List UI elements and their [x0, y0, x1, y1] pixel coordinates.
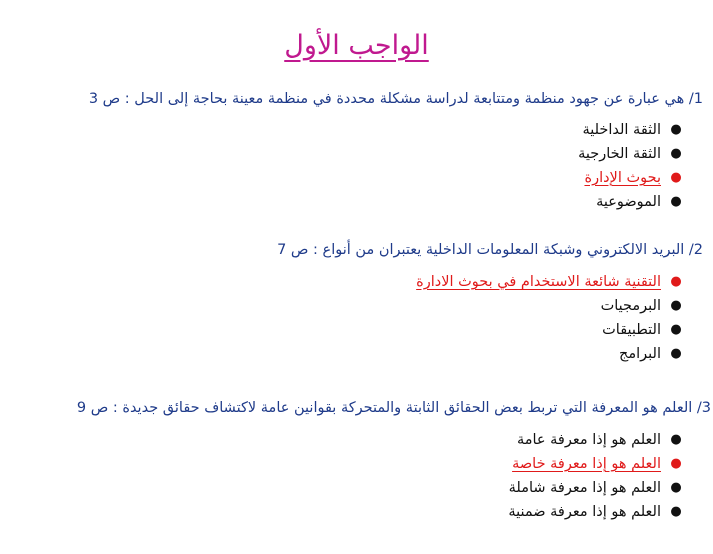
option-item-correct [0, 166, 713, 190]
bullet-dot-icon: ● [670, 122, 682, 137]
option-label: البرمجيات [600, 298, 661, 314]
bullet-dot-icon: ● [670, 170, 682, 185]
question-3-options [0, 428, 713, 524]
option-item [0, 428, 713, 452]
bullet-dot-icon: ● [670, 432, 682, 447]
option-item-correct [0, 452, 713, 476]
option-label: العلم هو إذا معرفة شاملة [508, 480, 661, 496]
option-label: العلم هو إذا معرفة خاصة [512, 456, 661, 472]
question-2-options [0, 270, 713, 366]
bullet-dot-icon: ● [670, 346, 682, 361]
option-label: الثقة الداخلية [582, 122, 661, 138]
option-label: الثقة الخارجية [578, 146, 661, 162]
option-label: بحوث الإدارة [584, 170, 661, 186]
option-item [0, 318, 713, 342]
bullet-dot-icon: ● [670, 480, 682, 495]
option-label: التطبيقات [602, 322, 661, 338]
option-label: الموضوعية [596, 194, 661, 210]
option-label: العلم هو إذا معرفة عامة [516, 432, 661, 448]
page-title: الواجب الأول [284, 30, 429, 61]
question-2-text: 2/ البريد الالكتروني وشبكة المعلومات الداخلية يعتبران من أنواع : ص 7 [277, 242, 703, 258]
question-1-options [0, 118, 713, 214]
option-item [0, 500, 713, 524]
bullet-dot-icon: ● [670, 194, 682, 209]
option-label: العلم هو إذا معرفة ضمنية [508, 504, 661, 520]
bullet-dot-icon: ● [670, 504, 682, 519]
option-label: التقنية شائعة الاستخدام في بحوث الادارة [416, 274, 661, 290]
option-item [0, 190, 713, 214]
bullet-dot-icon: ● [670, 456, 682, 471]
bullet-dot-icon: ● [670, 322, 682, 337]
option-item-correct [0, 270, 713, 294]
question-1-text: 1/ هي عبارة عن جهود منظمة ومتتابعة لدراسة مشكلة محددة في منظمة معينة بحاجة إلى الحل : ص 3 [88, 91, 703, 107]
option-item [0, 142, 713, 166]
bullet-dot-icon: ● [670, 298, 682, 313]
option-item [0, 476, 713, 500]
option-item [0, 118, 713, 142]
option-item [0, 342, 713, 366]
option-item [0, 294, 713, 318]
bullet-dot-icon: ● [670, 274, 682, 289]
bullet-dot-icon: ● [670, 146, 682, 161]
option-label: البرامج [619, 346, 661, 362]
question-3-text: 3/ العلم هو المعرفة التي تربط بعض الحقائق الثابتة والمتحركة بقوانين عامة لاكتشاف حقائق جديدة : ص 9 [76, 400, 711, 416]
